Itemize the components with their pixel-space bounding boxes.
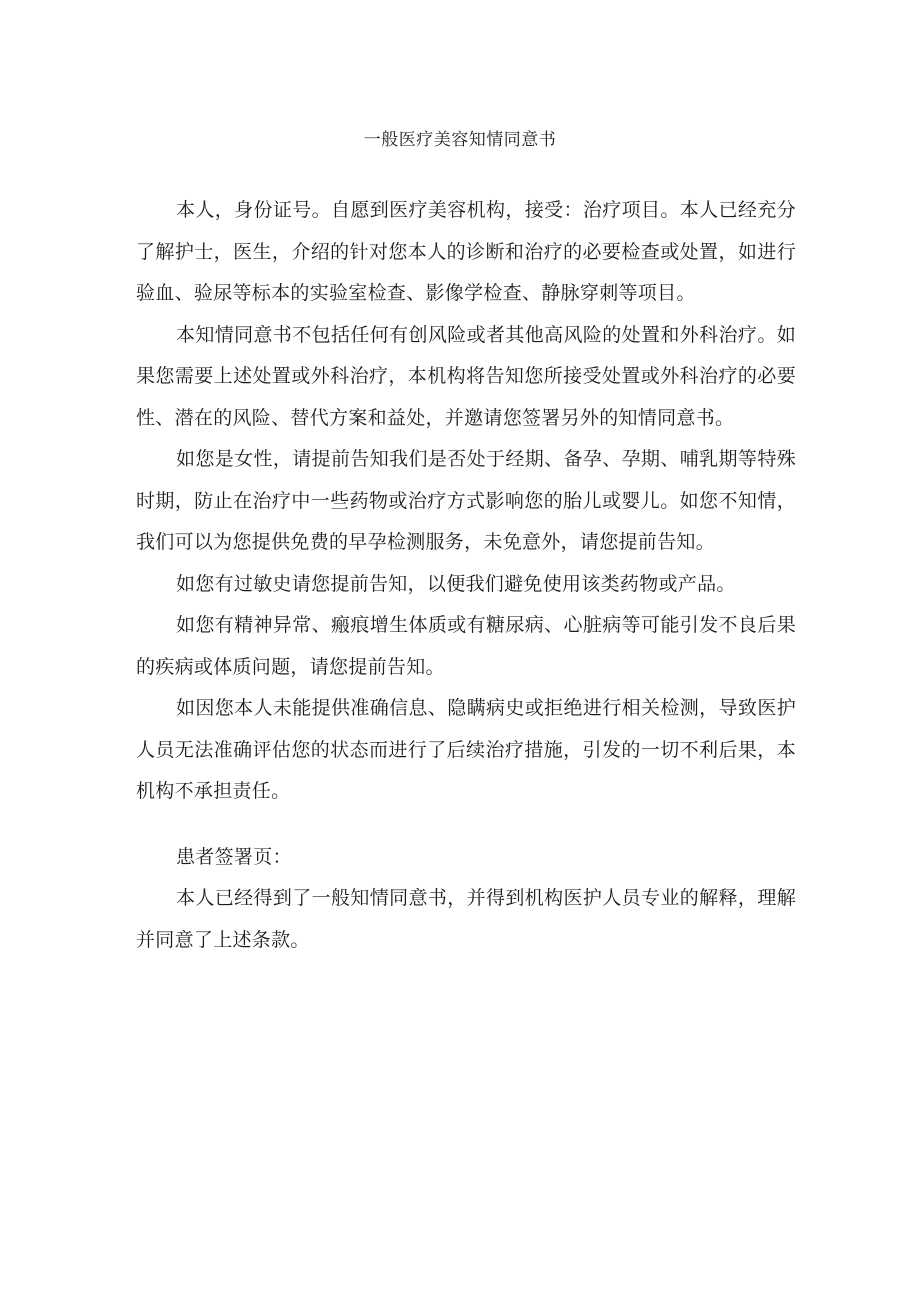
document-title: 一般医疗美容知情同意书 [363, 130, 557, 150]
document-body [136, 190, 796, 961]
paragraph-health-conditions: 如您有精神异常、瘢痕增生体质或有糖尿病、心脏病等可能引发不良后果的疾病或体质问题，请您提前告知。 [136, 614, 796, 678]
signature-heading: 患者签署页： [176, 845, 292, 868]
signature-statement: 本人已经得到了一般知情同意书，并得到机构医护人员专业的解释，理解并同意了上述条款。 [136, 887, 796, 951]
paragraph-scope-exclusion: 本知情同意书不包括任何有创风险或者其他高风险的处置和外科治疗。如果您需要上述处置或外科治疗，本机构将告知您所接受处置或外科治疗的必要性、潜在的风险、替代方案和益处，并邀请您签署另外的知情同意书。 [136, 323, 796, 429]
paragraph-liability-disclaimer: 如因您本人未能提供准确信息、隐瞒病史或拒绝进行相关检测，导致医护人员无法准确评估您的状态而进行了后续治疗措施，引发的一切不利后果，本机构不承担责任。 [136, 697, 796, 802]
paragraph-female-special-period: 如您是女性，请提前告知我们是否处于经期、备孕、孕期、哺乳期等特殊时期，防止在治疗中一些药物或治疗方式影响您的胎儿或婴儿。如您不知情，我们可以为您提供免费的早孕检测服务，未免意外，请您提前告知。 [136, 448, 796, 553]
paragraph-allergy-history: 如您有过敏史请您提前告知，以便我们避免使用该类药物或产品。 [176, 572, 736, 595]
paragraph-diagnosis-consent: 本人，身份证号。自愿到医疗美容机构，接受：治疗项目。本人已经充分了解护士，医生，介绍的针对您本人的诊断和治疗的必要检查或处置，如进行验血、验尿等标本的实验室检查、影像学检查、静脉穿刺等项目。 [136, 199, 796, 304]
